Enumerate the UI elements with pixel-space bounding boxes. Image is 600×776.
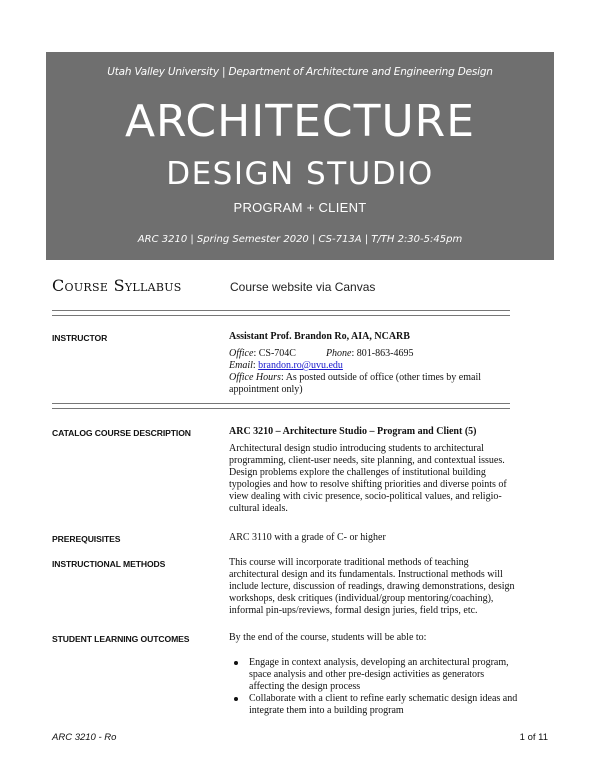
title-design-studio: DESIGN STUDIO xyxy=(166,156,434,192)
methods-label: INSTRUCTIONAL METHODS xyxy=(52,559,166,569)
office-value: CS-704C xyxy=(258,348,296,359)
title-architecture: ARCHITECTURE xyxy=(124,96,476,147)
list-item: Collaborate with a client to refine early schematic design ideas and integrate them into a building program xyxy=(229,693,521,717)
email-row: Email: brandon.ro@uvu.edu xyxy=(229,360,343,371)
email-link[interactable]: brandon.ro@uvu.edu xyxy=(258,360,343,371)
title-program-client: PROGRAM + CLIENT xyxy=(233,200,367,215)
divider xyxy=(52,310,510,311)
outcomes-intro: By the end of the course, students will be able to: xyxy=(229,632,427,643)
catalog-section xyxy=(229,426,521,515)
phone-value: 801-863-4695 xyxy=(356,348,414,359)
prerequisites-label: PREREQUISITES xyxy=(52,534,121,544)
outcomes-label: STUDENT LEARNING OUTCOMES xyxy=(52,634,190,644)
phone-label: Phone xyxy=(325,348,352,359)
page-number: 1 of 11 xyxy=(519,732,548,743)
office-hours-label: Office Hours xyxy=(229,372,281,383)
catalog-label: CATALOG COURSE DESCRIPTION xyxy=(52,428,191,438)
divider xyxy=(52,408,510,409)
outcomes-list xyxy=(229,657,521,717)
header-banner xyxy=(46,52,554,260)
list-item: Engage in context analysis, developing an architectural program, space analysis and other pre-design activities as generators affecting the design process xyxy=(229,657,521,693)
instructor-label: INSTRUCTOR xyxy=(52,333,108,343)
syllabus-subtitle: Course website via Canvas xyxy=(230,280,376,294)
university-line: Utah Valley University | Department of Architecture and Engineering Design xyxy=(107,66,493,78)
syllabus-title: Course Syllabus xyxy=(52,276,182,295)
instructor-contact-row: Office: CS-704C Phone: 801-863-4695 xyxy=(229,348,414,359)
methods-text: This course will incorporate traditional methods of teaching architectural design and its fundamentals. Instructional methods will include lecture, discussion of readings, drawing demonstrations, design workshops, desk critiques (individual/group mentoring/coaching), informal pin-ups/reviews, formal design juries, field trips, etc. xyxy=(229,557,515,616)
footer-course: ARC 3210 - Ro xyxy=(52,732,117,743)
course-info-line: ARC 3210 | Spring Semester 2020 | CS-713A | T/TH 2:30-5:45pm xyxy=(137,234,463,245)
outcomes-section xyxy=(229,632,521,717)
instructor-section xyxy=(229,331,521,396)
office-hours-value: As posted outside of office (other times by email appointment only) xyxy=(229,372,482,395)
prerequisites-text: ARC 3110 with a grade of C- or higher xyxy=(229,532,386,543)
catalog-heading: ARC 3210 – Architecture Studio – Program and Client (5) xyxy=(229,426,477,437)
office-hours-row: Office Hours: As posted outside of office (other times by email appointment only) xyxy=(229,372,482,395)
divider xyxy=(52,315,510,316)
email-label: Email xyxy=(229,360,253,371)
catalog-text: Architectural design studio introducing students to architectural programming, client-user needs, site planning, and contextual issues. Design problems explore the challenges of institutional building typologies and how to resolve shifting priorities and diverse points of view dealing with civic presence, socio-political values, and religio-cultural ideals. xyxy=(229,443,507,514)
office-label: Office xyxy=(229,348,254,359)
divider xyxy=(52,403,510,404)
instructor-name: Assistant Prof. Brandon Ro, AIA, NCARB xyxy=(229,331,410,342)
